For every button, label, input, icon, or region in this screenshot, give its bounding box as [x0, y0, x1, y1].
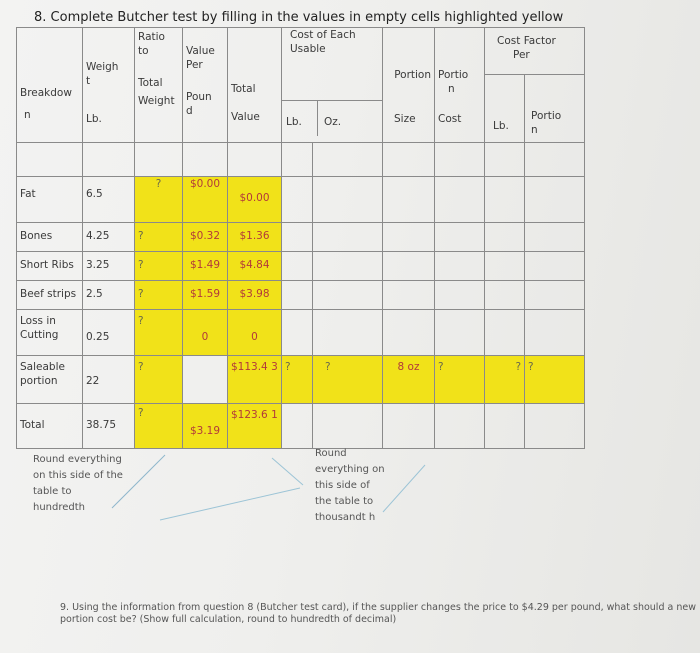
- header-cf-portion: Portio n: [531, 110, 562, 136]
- total-value-cell[interactable]: $113.4 3: [228, 356, 282, 404]
- row-name: Loss in Cutting: [17, 310, 83, 356]
- portion-size-cell: 8 oz: [383, 356, 435, 404]
- cost-oz-cell[interactable]: ?: [313, 356, 383, 404]
- value-per-pound-cell[interactable]: $3.19: [183, 404, 228, 449]
- question-9-text: 9. Using the information from question 8 (Butcher test card), if the supplier changes the price to $4.29 per pound, what should a new portion cost be? (Show full calculation, round to hundredth of decimal): [60, 602, 696, 625]
- row-name: Fat: [17, 177, 83, 223]
- header-lb: Lb.: [282, 101, 318, 136]
- table-row: [17, 404, 585, 449]
- question-8-title: 8. Complete Butcher test by filling in the values in empty cells highlighted yellow: [34, 10, 564, 25]
- header-value-per-pound: Value Per Poun d: [183, 28, 228, 143]
- header-portion-cost: Portio n Cost: [435, 28, 485, 143]
- row-weight: 4.25: [83, 223, 135, 252]
- pencil-line-3: [272, 458, 303, 485]
- ratio-cell[interactable]: ?: [135, 356, 183, 404]
- header-breakdown: Breakdow n: [17, 28, 83, 143]
- total-value-cell[interactable]: $123.6 1: [228, 404, 282, 449]
- total-value-cell[interactable]: $3.98: [228, 281, 282, 310]
- rounding-note-right: Round everything on this side of the table to thousandt h: [315, 448, 385, 523]
- header-weight: Weigh t Lb.: [83, 28, 135, 143]
- portion-cost-cell[interactable]: ?: [435, 356, 485, 404]
- cost-factor-lb-cell[interactable]: ?: [485, 356, 525, 404]
- total-value-cell[interactable]: $4.84: [228, 252, 282, 281]
- value-per-pound-cell[interactable]: 0: [183, 310, 228, 356]
- header-row: [17, 28, 585, 143]
- row-name: Saleable portion: [17, 356, 83, 404]
- header-cf-lb: Lb.: [485, 75, 525, 142]
- row-weight: 38.75: [83, 404, 135, 449]
- value-per-pound-cell[interactable]: $0.00: [183, 177, 228, 223]
- header-cost-each-usable: Cost of Each Usable Lb. Oz.: [282, 28, 383, 143]
- ratio-cell[interactable]: ?: [135, 252, 183, 281]
- cost-lb-cell[interactable]: ?: [282, 356, 313, 404]
- row-weight: 2.5: [83, 281, 135, 310]
- header-oz: Oz.: [324, 116, 342, 128]
- row-name: Total: [17, 404, 83, 449]
- header-portion-size: Portion Size: [383, 28, 435, 143]
- header-total-value: Total Value: [228, 28, 282, 143]
- pencil-line-4: [383, 465, 425, 512]
- row-name: Beef strips: [17, 281, 83, 310]
- row-weight: 22: [83, 356, 135, 404]
- ratio-cell[interactable]: ?: [135, 281, 183, 310]
- row-weight: 0.25: [83, 310, 135, 356]
- ratio-cell[interactable]: ?: [135, 310, 183, 356]
- pencil-line-2: [160, 488, 300, 520]
- ratio-cell[interactable]: ?: [135, 223, 183, 252]
- table-row: [17, 281, 585, 310]
- table-row: [17, 356, 585, 404]
- spacer-row: [17, 143, 585, 177]
- rounding-note-left: Round everything on this side of the table to hundredth: [33, 454, 123, 513]
- table-row: [17, 223, 585, 252]
- total-value-cell[interactable]: 0: [228, 310, 282, 356]
- row-name: Short Ribs: [17, 252, 83, 281]
- value-per-pound-cell[interactable]: $0.32: [183, 223, 228, 252]
- cost-factor-portion-cell[interactable]: ?: [525, 356, 585, 404]
- total-value-cell[interactable]: $1.36: [228, 223, 282, 252]
- ratio-cell[interactable]: ?: [135, 404, 183, 449]
- value-per-pound-cell[interactable]: $1.59: [183, 281, 228, 310]
- row-name: Bones: [17, 223, 83, 252]
- header-ratio: Ratio to Total Weight: [135, 28, 183, 143]
- butcher-test-table: [16, 27, 585, 449]
- value-per-pound-cell: [183, 356, 228, 404]
- table-row: [17, 310, 585, 356]
- ratio-cell[interactable]: ?: [135, 177, 183, 223]
- table-row: [17, 177, 585, 223]
- row-weight: 3.25: [83, 252, 135, 281]
- total-value-cell[interactable]: $0.00: [228, 177, 282, 223]
- table-row: [17, 252, 585, 281]
- row-weight: 6.5: [83, 177, 135, 223]
- value-per-pound-cell[interactable]: $1.49: [183, 252, 228, 281]
- header-cost-factor: Cost Factor Per Lb. Portio n: [485, 28, 585, 143]
